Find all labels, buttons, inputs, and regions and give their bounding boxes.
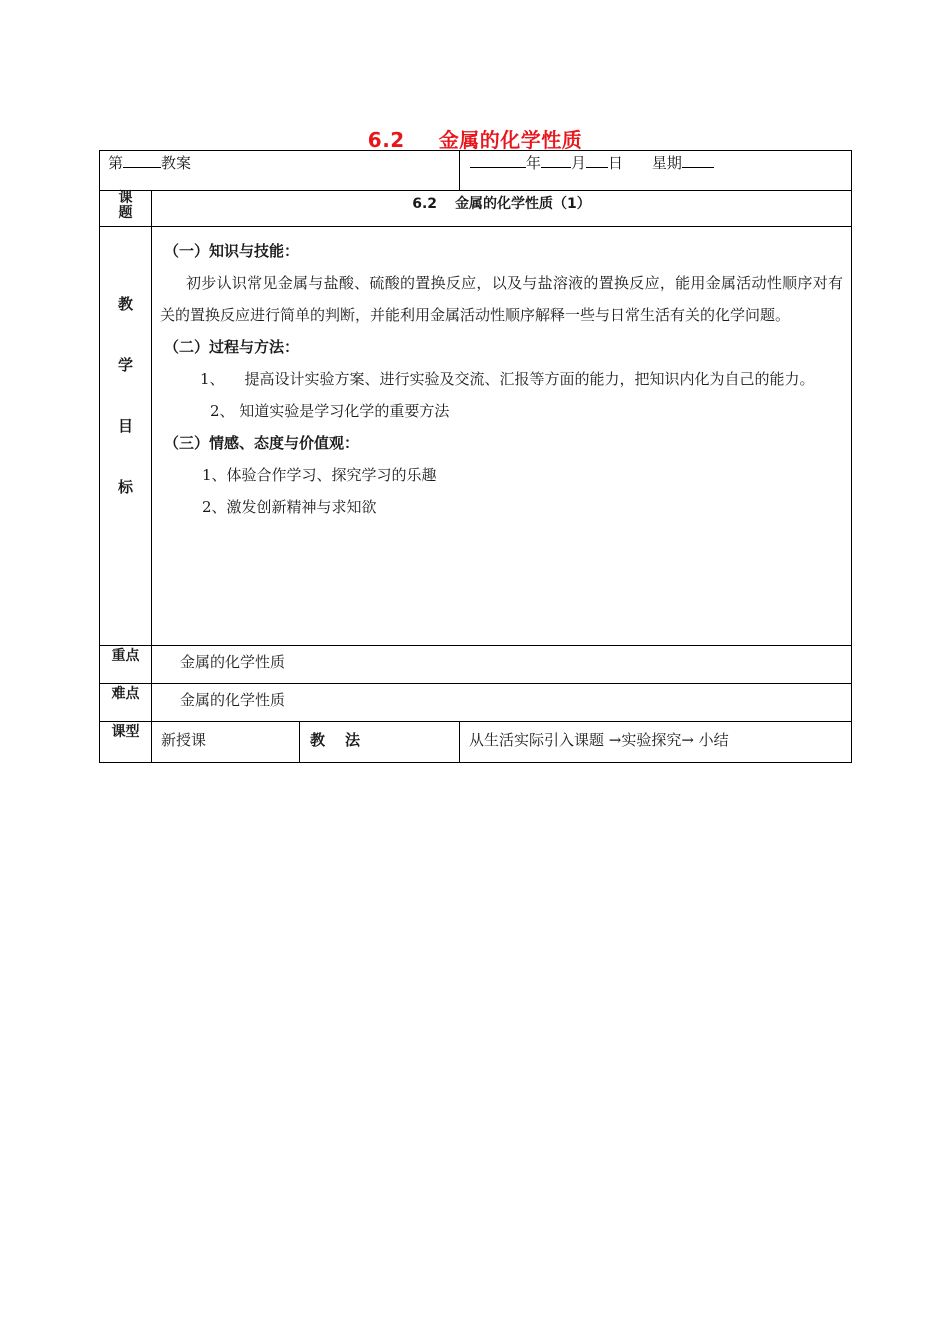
date-cell — [460, 151, 852, 191]
topic-title — [152, 191, 852, 227]
header-row — [100, 151, 852, 191]
difficult-point-label: 难点 — [100, 684, 152, 722]
section-heading: （二）过程与方法： — [164, 338, 300, 356]
year-blank[interactable] — [470, 153, 526, 168]
lesson-plan-table — [99, 150, 852, 763]
section-paragraph: 初步认识常见金属与盐酸、硫酸的置换反应，以及与盐溶液的置换反应，能用金属活动性顺序对有关的置换反应进行简单的判断，并能利用金属活动性顺序解释一些与日常生活有关的化学问题。 — [160, 274, 843, 324]
section-heading: （三）情感、态度与价值观： — [164, 434, 360, 452]
title-text: 金属的化学性质 — [438, 128, 583, 152]
lesson-prefix: 第 — [108, 154, 124, 172]
list-item: 1、体验合作学习、探究学习的乐趣 — [202, 466, 437, 484]
objectives-row — [100, 227, 852, 646]
page-title — [0, 124, 950, 153]
day-label: 日 — [608, 154, 624, 172]
key-point-text: 金属的化学性质 — [152, 646, 852, 684]
objectives-label-char: 教 — [117, 295, 133, 313]
key-point-row — [100, 646, 852, 684]
title-number: 6.2 — [367, 128, 405, 152]
lesson-number-blank[interactable] — [123, 153, 161, 168]
lesson-type-value: 新授课 — [152, 722, 300, 763]
topic-label: 课题 — [100, 191, 152, 227]
topic-row — [100, 191, 852, 227]
weekday-label: 星期 — [651, 154, 682, 172]
difficult-point-row — [100, 684, 852, 722]
lesson-type-row — [100, 722, 852, 763]
objectives-label-char: 学 — [117, 356, 133, 374]
objectives-label-char: 目 — [117, 417, 133, 435]
list-item: 2、 知道实验是学习化学的重要方法 — [210, 402, 450, 420]
month-label: 月 — [571, 154, 587, 172]
weekday-blank[interactable] — [682, 153, 714, 168]
lesson-type-label: 课型 — [100, 722, 152, 763]
teaching-method-value: 从生活实际引入课题 →实验探究→ 小结 — [460, 722, 852, 763]
lesson-number-cell — [100, 151, 460, 191]
section-heading: （一）知识与技能： — [164, 242, 300, 260]
key-point-label: 重点 — [100, 646, 152, 684]
difficult-point-text: 金属的化学性质 — [152, 684, 852, 722]
objectives-label — [100, 227, 152, 646]
list-item: 2、激发创新精神与求知欲 — [202, 498, 377, 516]
objectives-content — [152, 227, 852, 646]
teaching-method-label: 教 法 — [300, 722, 460, 763]
day-blank[interactable] — [586, 153, 608, 168]
list-item: 1、 提高设计实验方案、进行实验及交流、汇报等方面的能力，把知识内化为自己的能力。 — [200, 370, 815, 388]
topic-text: 金属的化学性质（1） — [455, 196, 591, 212]
year-label: 年 — [526, 154, 542, 172]
objectives-label-char: 标 — [117, 478, 133, 496]
lesson-suffix: 教案 — [161, 154, 192, 172]
month-blank[interactable] — [541, 153, 571, 168]
topic-number: 6.2 — [412, 196, 438, 212]
